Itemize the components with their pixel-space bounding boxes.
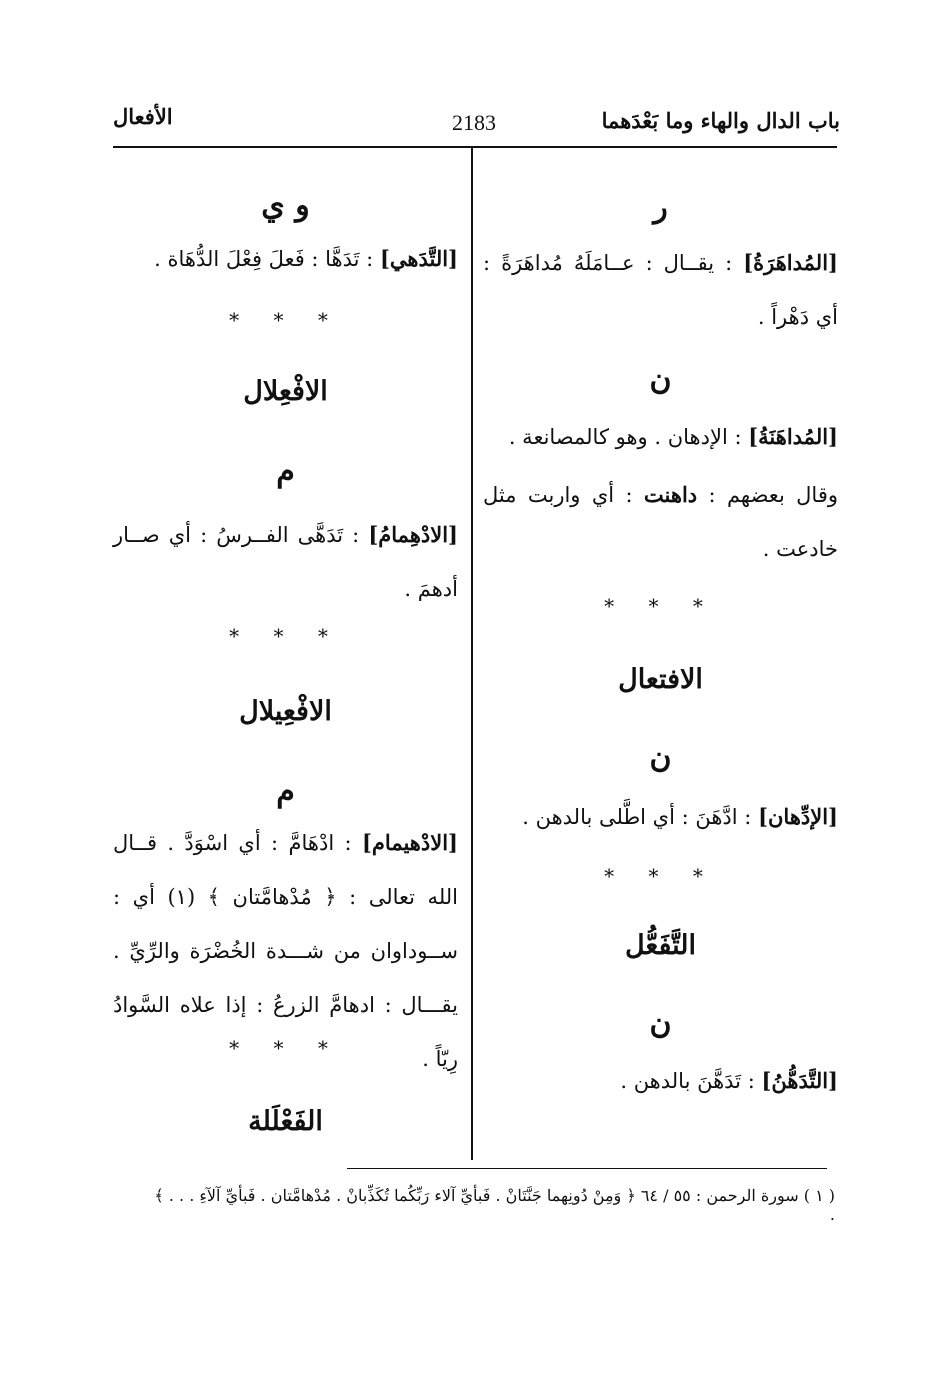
dictionary-entry [483, 410, 838, 464]
root-letter: م [276, 774, 295, 809]
entry-keyword: داهنت [643, 482, 698, 507]
footnote: ( ١ ) سورة الرحمن : ٥٥ / ٦٤ ﴿ وَمِنْ دُونِهما جَنَّتَانْ . فَبأيِّ آلاء رَبِّكُما تُكَذِّبانْ . مُدْهامَّتان . فَبأيِّ آلآءِ . . . ﴾ . [154, 1186, 835, 1224]
entry-text: : ادَّهَنَ : أي اطَّلى بالدهن . [522, 805, 752, 829]
entry-text: : يقــال : عــامَلَهُ مُداهَرَةً : أي دَهْراً . [483, 251, 838, 329]
dictionary-entry [113, 232, 458, 286]
entry-headword: [الادْهِمامُ] [368, 522, 458, 547]
root-letter: ر [653, 190, 668, 225]
section-separator: * * * [604, 864, 717, 888]
section-separator: * * * [604, 594, 717, 618]
section-heading: التَّفَعُّل [624, 930, 696, 961]
entry-headword: [الادْهيمام] [361, 830, 458, 855]
entry-text: : أي واربت مثل خادعت . [483, 483, 838, 561]
entry-headword: [التَّدَهي] [379, 246, 458, 271]
section-heading: الافْعِلال [243, 376, 328, 407]
entry-headword: [المُداهَنَةُ] [748, 424, 838, 449]
root-letter: ن [649, 362, 672, 397]
footnote-rule [347, 1168, 827, 1169]
entry-text: : تَدَهَّا : فَعلَ فِعْلَ الدُّهَاة . [154, 247, 374, 271]
entry-text: : ادْهَامَّ : أي اسْوَدَّ . قــال الله تعالى : ﴿ مُدْهامَّتان ﴾ (١) أي : ســوداوان من شـــدة الخُضْرَة والرِّيِّ . يقـــال : ادهامَّ الزرعُ : إذا علاه السَّوادُ رِيّاً . [113, 831, 458, 1071]
entry-headword: [التَّدَهُّنُ] [761, 1068, 838, 1093]
entry-headword: [الإدِّهان] [758, 804, 838, 829]
page-number: 2183 [452, 110, 496, 135]
section-separator: * * * [229, 308, 342, 332]
entry-text: : تَدَهَّى الفــرسُ : أي صــار أدهمَ . [113, 523, 458, 601]
entry-headword: [المُداهَرَةُ] [743, 250, 838, 275]
root-letter: م [276, 454, 295, 489]
dictionary-entry [113, 508, 458, 616]
section-separator: * * * [229, 624, 342, 648]
column-divider [471, 148, 473, 1160]
dictionary-entry [483, 236, 838, 344]
entry-text: وقال بعضهم : [697, 483, 838, 507]
chapter-title: باب الدال والهاء وما بَعْدَهما [601, 108, 840, 133]
dictionary-entry [483, 1054, 838, 1108]
dictionary-entry [483, 468, 838, 576]
section-title: الأفعال [113, 104, 173, 129]
entry-text: : تَدَهَّنَ بالدهن . [620, 1069, 755, 1093]
dictionary-entry [483, 790, 838, 844]
section-separator: * * * [229, 1036, 342, 1060]
section-heading: الافْعِيلال [239, 696, 332, 727]
header-rule [113, 146, 837, 148]
section-heading: الفَعْلَلة [248, 1106, 323, 1137]
root-letter: و ي [261, 188, 310, 223]
page-header [0, 0, 948, 150]
root-letter: ن [649, 740, 672, 775]
section-heading: الافتعال [618, 664, 703, 695]
root-letter: ن [649, 1006, 672, 1041]
entry-text: : الإدهان . وهو كالمصانعة . [508, 425, 742, 449]
